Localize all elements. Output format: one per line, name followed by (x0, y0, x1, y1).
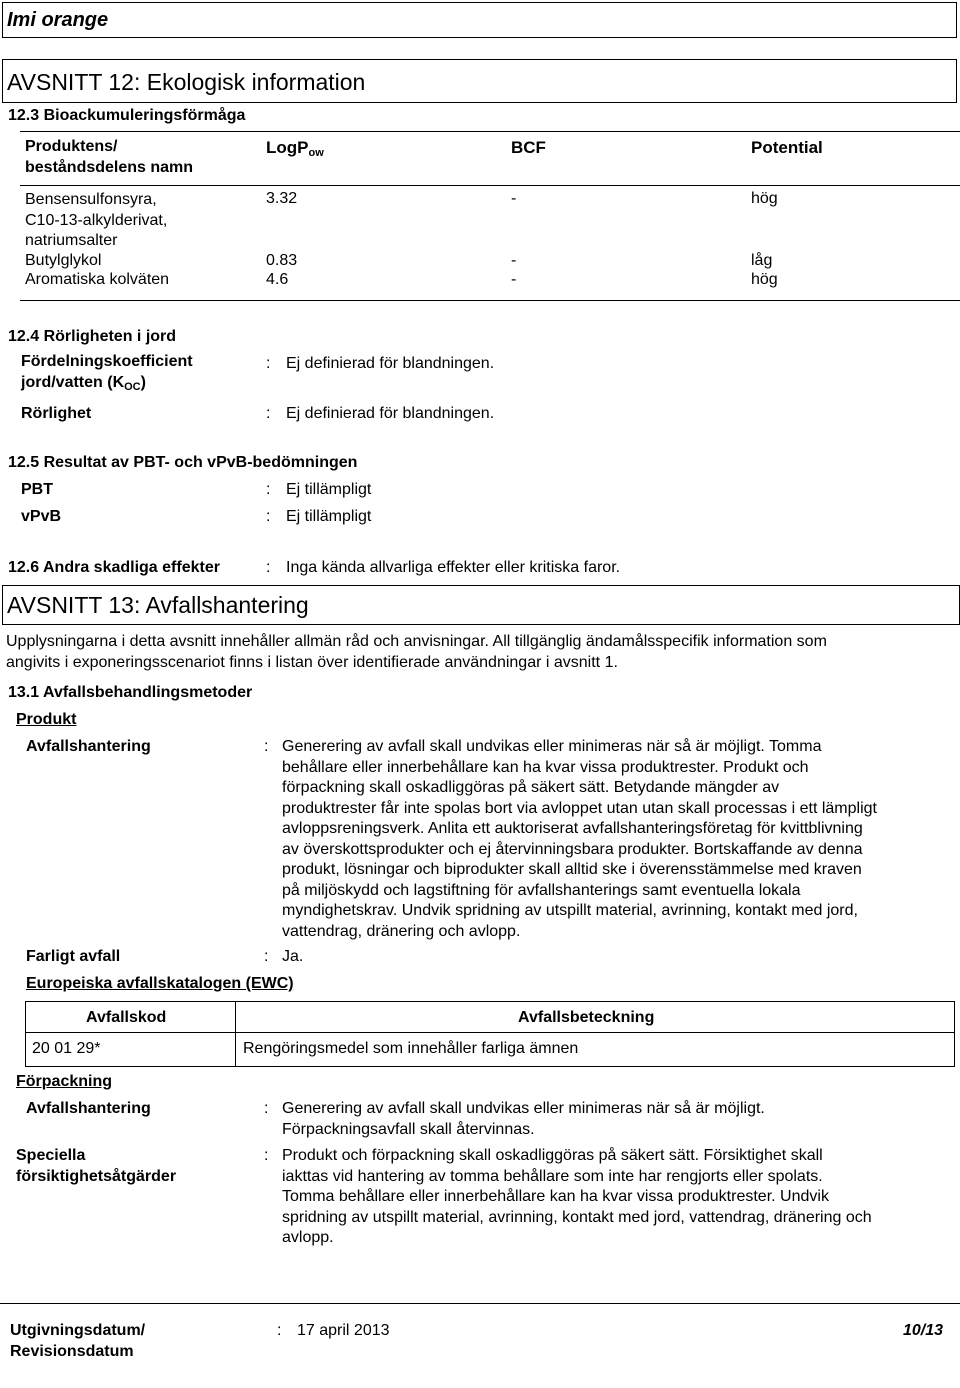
footer-date-value: 17 april 2013 (297, 1322, 390, 1339)
row1-logp: 3.32 (266, 190, 298, 207)
colon: : (264, 738, 269, 755)
colon: : (277, 1322, 282, 1339)
colon: : (264, 1100, 269, 1117)
table-row: Butylglykol (25, 252, 102, 269)
section-12-title: AVSNITT 12: Ekologisk information (7, 69, 366, 95)
special-text: Produkt och förpackning skall oskadliggöras på säkert sätt. Försiktighet skall iakttas vid hantering av tomma behållare som inte har rengjorts eller spolats. Tomma behållare eller innerbehållare kan ha kvar vissa produktrester. Undvik spridning av utspillt material, avrinning, kontakt med jord, vattendrag, dränering och avlopp. (282, 1147, 872, 1246)
mobility-value: Ej definierad för blandningen. (286, 405, 495, 422)
header-divider (26, 1032, 954, 1033)
vpvb-label: vPvB (21, 508, 62, 525)
pbt-value: Ej tillämpligt (286, 481, 372, 498)
other-effects-value: Inga kända allvarliga effekter eller kritiska faror. (286, 559, 621, 576)
koc-value: Ej definierad för blandningen. (286, 355, 495, 372)
waste-label: Avfallshantering (26, 738, 151, 755)
packaging-heading: Förpackning (16, 1073, 113, 1090)
mobility-label: Rörlighet (21, 405, 92, 422)
special-label: Speciella försiktighetsåtgärder (16, 1147, 177, 1185)
koc-label: Fördelningskoefficient jord/vatten (KOC) (21, 353, 193, 393)
product-name: Imi orange (7, 9, 109, 31)
section-12-title-box (2, 59, 957, 103)
table-row: Bensensulfonsyra, C10-13-alkylderivat, natriumsalter (25, 191, 168, 249)
col-bcf-header: BCF (511, 138, 546, 157)
pbt-heading: 12.5 Resultat av PBT- och vPvB-bedömningen (8, 454, 358, 471)
col-potential-header: Potential (751, 138, 823, 157)
row2-potential: låg (751, 252, 773, 269)
colon: : (264, 948, 269, 965)
column-divider (235, 1002, 236, 1066)
row3-potential: hög (751, 271, 778, 288)
bioacc-table (20, 131, 960, 301)
header-divider (20, 185, 960, 186)
ewc-desc: Rengöringsmedel som innehåller farliga ämnen (243, 1040, 579, 1057)
row3-logp: 4.6 (266, 271, 289, 288)
col-name-header: Produktens/ beståndsdelens namn (25, 138, 194, 176)
ewc-heading: Europeiska avfallskatalogen (EWC) (26, 975, 294, 992)
colon: : (266, 405, 271, 422)
ewc-col-desc: Avfallsbeteckning (518, 1009, 655, 1026)
ewc-col-code: Avfallskod (86, 1009, 167, 1026)
footer-divider (0, 1303, 960, 1304)
bioacc-heading: 12.3 Bioackumuleringsförmåga (8, 107, 246, 124)
table-row: Aromatiska kolväten (25, 271, 170, 288)
section-13-intro: Upplysningarna i detta avsnitt innehåller allmän råd och anvisningar. All tillgänglig ändamålsspecifik information som angivits i exponeringsscenariot finns i listan över identifierade användningar i avsnitt 1. (6, 633, 827, 671)
colon: : (266, 481, 271, 498)
footer-date-label: Utgivningsdatum/ Revisionsdatum (10, 1322, 146, 1360)
pack-waste-text: Generering av avfall skall undvikas eller minimeras när så är möjligt. Förpackningsavfall skall återvinnas. (282, 1100, 765, 1138)
page-number: 10/13 (903, 1322, 944, 1339)
waste-text: Generering av avfall skall undvikas eller minimeras när så är möjligt. Tomma behållare eller innerbehållare kan ha kvar vissa produktrester. Produkt och förpackning skall oskadliggöras på säkert sätt. Betydande mängder av produktrester får inte spolas bort via avloppet utan utan skall processas i ett lämpligt avloppsreningsverk. Anlita ett auktoriserat avfallshanteringsföretag för kvittblivning av överskottsprodukter och ej återvinningsbara produkter. Bortskaffande av denna produkt, lösningar och biprodukter skall alltid ske i överensstämmelse med kraven på miljöskydd och lagstiftning för avfallshanterings samt eventuella lokala myndighetskrav. Undvik spridning av utspillt material, avrinning, kontakt med jord, vattendrag, dränering och avlopp. (282, 738, 877, 940)
colon: : (266, 559, 271, 576)
col-logp-header: LogPow (266, 138, 324, 159)
colon: : (266, 355, 271, 372)
row2-bcf: - (511, 252, 517, 269)
row3-bcf: - (511, 271, 517, 288)
pack-waste-label: Avfallshantering (26, 1100, 151, 1117)
methods-heading: 13.1 Avfallsbehandlingsmetoder (8, 684, 253, 701)
other-effects-label: 12.6 Andra skadliga effekter (8, 559, 220, 576)
section-13-title-box (2, 585, 960, 625)
colon: : (264, 1147, 269, 1164)
product-heading: Produkt (16, 711, 77, 728)
ewc-code: 20 01 29* (32, 1040, 101, 1057)
section-13-title: AVSNITT 13: Avfallshantering (7, 592, 309, 618)
hazardous-value: Ja. (282, 948, 304, 965)
mobility-heading: 12.4 Rörligheten i jord (8, 328, 177, 345)
row1-potential: hög (751, 190, 778, 207)
ewc-table (25, 1001, 955, 1067)
colon: : (266, 508, 271, 525)
hazardous-label: Farligt avfall (26, 948, 121, 965)
document-header (2, 2, 957, 38)
vpvb-value: Ej tillämpligt (286, 508, 372, 525)
row2-logp: 0.83 (266, 252, 298, 269)
pbt-label: PBT (21, 481, 53, 498)
row1-bcf: - (511, 190, 517, 207)
